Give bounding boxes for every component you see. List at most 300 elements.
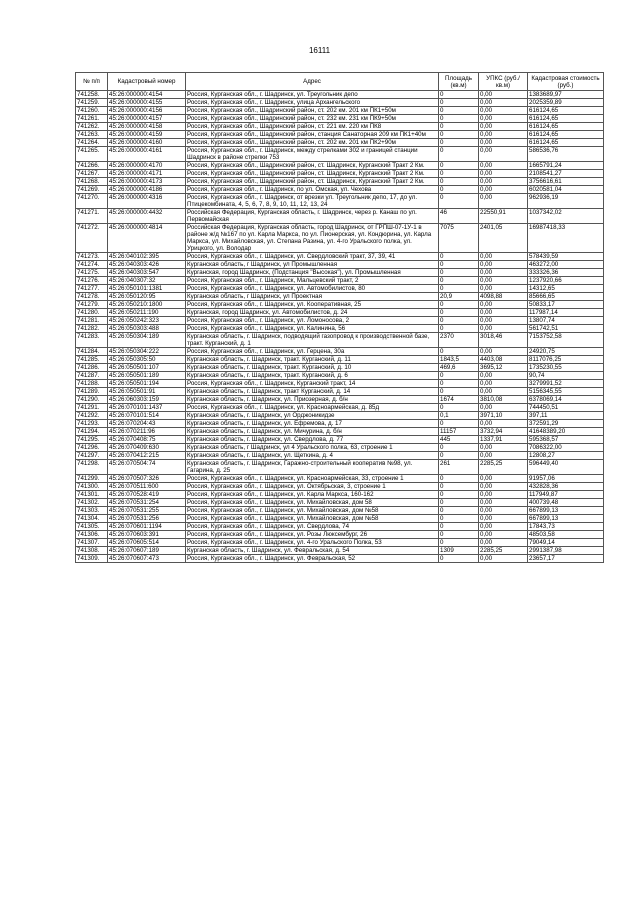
cell-cadastral-value: 24920,75 — [528, 348, 604, 356]
cell-number: 741285. — [76, 356, 108, 364]
cell-address: Курганская область, г. Шадринск, тракт. Курганский, д. 10 — [186, 364, 439, 372]
cell-cadastral-number: 45:26:000000:4170 — [108, 162, 186, 170]
cell-cadastral-number: 45:26:070412:215 — [108, 452, 186, 460]
cell-address: Курганская область, г. Шадринск, ул. Свердлова, д. 77 — [186, 436, 439, 444]
cell-cadastral-number: 45:26:050305:50 — [108, 356, 186, 364]
cell-upks: 0,00 — [479, 491, 528, 499]
table-row — [76, 483, 604, 491]
cell-cadastral-value: 1735230,55 — [528, 364, 604, 372]
cell-cadastral-value: 561742,51 — [528, 325, 604, 333]
cell-area: 0 — [439, 194, 479, 209]
cell-area: 0 — [439, 348, 479, 356]
cell-area: 0 — [439, 253, 479, 261]
cell-area: 0 — [439, 507, 479, 515]
cell-cadastral-number: 45:26:070605:514 — [108, 539, 186, 547]
cell-upks: 0,00 — [479, 186, 528, 194]
cell-cadastral-value: 397,11 — [528, 412, 604, 420]
table-row — [76, 475, 604, 483]
cell-address: Россия, Курганская обл., г. Шадринск, ул. Калинина, 56 — [186, 325, 439, 333]
cell-number: 741260. — [76, 107, 108, 115]
cell-cadastral-number: 45:26:070528:419 — [108, 491, 186, 499]
cell-number: 741305. — [76, 523, 108, 531]
table-row — [76, 194, 604, 209]
cell-cadastral-number: 45:26:040102:395 — [108, 253, 186, 261]
cell-number: 741275. — [76, 269, 108, 277]
cell-area: 1843,5 — [439, 356, 479, 364]
table-row — [76, 507, 604, 515]
cell-address: Россия, Курганская обл., г. Шадринск, ул. Карла Маркса, 160-162 — [186, 491, 439, 499]
cell-area: 0 — [439, 123, 479, 131]
cell-upks: 0,00 — [479, 388, 528, 396]
cell-address: Курганская область, г. Шадринск, ул. Приозерная, д. б/н — [186, 396, 439, 404]
table-row — [76, 539, 604, 547]
cell-cadastral-number: 45:26:000000:4155 — [108, 99, 186, 107]
table-header — [76, 73, 604, 91]
table-row — [76, 147, 604, 162]
cell-area: 11157 — [439, 428, 479, 436]
cell-cadastral-number: 45:26:050211:190 — [108, 309, 186, 317]
cell-upks: 4098,88 — [479, 293, 528, 301]
cell-number: 741297. — [76, 452, 108, 460]
cell-number: 741282. — [76, 325, 108, 333]
cell-number: 741272. — [76, 224, 108, 253]
cell-address: Курганская область, г Шадринск, ул Промышленная — [186, 261, 439, 269]
cell-cadastral-value: 2108541,27 — [528, 170, 604, 178]
cell-cadastral-value: 7086322,00 — [528, 444, 604, 452]
cell-cadastral-number: 45:26:070204:43 — [108, 420, 186, 428]
cell-cadastral-value: 23657,17 — [528, 555, 604, 563]
cell-area: 0 — [439, 523, 479, 531]
cell-cadastral-value: 744450,51 — [528, 404, 604, 412]
cell-cadastral-number: 45:26:050304:222 — [108, 348, 186, 356]
cell-number: 741309. — [76, 555, 108, 563]
cell-address: Курганская область, г. Шадринск, ул Орджоникидзе — [186, 412, 439, 420]
table-row — [76, 186, 604, 194]
cell-upks: 3695,12 — [479, 364, 528, 372]
cell-upks: 3018,46 — [479, 333, 528, 348]
cell-area: 0 — [439, 372, 479, 380]
table-row — [76, 209, 604, 224]
table-row — [76, 162, 604, 170]
cell-number: 741298. — [76, 460, 108, 475]
cell-cadastral-value: 3756616,61 — [528, 178, 604, 186]
cell-cadastral-value: 2025359,89 — [528, 99, 604, 107]
cell-upks: 0,00 — [479, 531, 528, 539]
table-row — [76, 325, 604, 333]
cell-upks: 0,00 — [479, 269, 528, 277]
cell-area: 0 — [439, 91, 479, 99]
table-row — [76, 139, 604, 147]
cell-address: Россия, Курганская обл., г. Шадринск, ул. Красноармейская, 33, строение 1 — [186, 475, 439, 483]
cell-number: 741301. — [76, 491, 108, 499]
cell-address: Россия, Курганская обл., г. Шадринск, ул. Герцена, 30а — [186, 348, 439, 356]
cell-address: Россия, Курганская обл., Шадринский район, станция Санаторная 209 км ПК1+40м — [186, 131, 439, 139]
table-row — [76, 293, 604, 301]
cell-number: 741289. — [76, 388, 108, 396]
cell-number: 741292. — [76, 412, 108, 420]
cell-cadastral-value: 3279991,52 — [528, 380, 604, 388]
cell-upks: 0,00 — [479, 499, 528, 507]
cell-cadastral-value: 432828,36 — [528, 483, 604, 491]
cell-upks: 0,00 — [479, 309, 528, 317]
cell-cadastral-number: 45:26:000000:4173 — [108, 178, 186, 186]
table-row — [76, 99, 604, 107]
cell-number: 741263. — [76, 131, 108, 139]
cell-upks: 2285,25 — [479, 547, 528, 555]
cell-cadastral-number: 45:26:070101:1437 — [108, 404, 186, 412]
cell-address: Курганская, город Шадринск, ул. Автомобилистов, д. 24 — [186, 309, 439, 317]
cell-cadastral-value: 1037342,02 — [528, 209, 604, 224]
cell-cadastral-value: 14312,65 — [528, 285, 604, 293]
cell-upks: 0,00 — [479, 194, 528, 209]
cell-address: Россия, Курганская обл., Шадринский район, ст. Шадринск, Курганский Тракт 2 Км. — [186, 162, 439, 170]
cell-address: Курганская область, г. Шадринск, тракт. Курганский, д. 11 — [186, 356, 439, 364]
cell-upks: 0,00 — [479, 285, 528, 293]
table-row — [76, 364, 604, 372]
cell-area: 0 — [439, 452, 479, 460]
table-row — [76, 444, 604, 452]
cell-area: 0 — [439, 515, 479, 523]
cell-cadastral-number: 45:26:000000:4814 — [108, 224, 186, 253]
table-row — [76, 436, 604, 444]
cell-cadastral-number: 45:26:000000:4316 — [108, 194, 186, 209]
cell-cadastral-number: 45:26:050101:1381 — [108, 285, 186, 293]
table-row — [76, 348, 604, 356]
cell-cadastral-number: 45:26:000000:4159 — [108, 131, 186, 139]
cell-cadastral-number: 45:26:070507:326 — [108, 475, 186, 483]
table-row — [76, 261, 604, 269]
cell-address: Россия, Курганская обл., г. Шадринск, Мальцевский тракт, 2 — [186, 277, 439, 285]
cell-cadastral-value: 6378069,14 — [528, 396, 604, 404]
cell-upks: 0,00 — [479, 123, 528, 131]
cell-upks: 0,00 — [479, 91, 528, 99]
cell-cadastral-value: 596449,40 — [528, 460, 604, 475]
table-row — [76, 91, 604, 99]
cell-address: Россия, Курганская обл., г. Шадринск, ул. Михайловская, дом №58 — [186, 507, 439, 515]
header-upks: УПКС (руб./кв.м) — [479, 73, 528, 91]
cell-cadastral-number: 45:26:050304:189 — [108, 333, 186, 348]
cell-cadastral-number: 45:26:000000:4160 — [108, 139, 186, 147]
cell-area: 0 — [439, 380, 479, 388]
cell-number: 741271. — [76, 209, 108, 224]
cell-area: 0 — [439, 325, 479, 333]
cell-number: 741265. — [76, 147, 108, 162]
table-row — [76, 356, 604, 364]
cell-upks: 0,00 — [479, 515, 528, 523]
cell-cadastral-value: 616124,65 — [528, 107, 604, 115]
page-number: 16111 — [308, 46, 331, 55]
cell-upks: 22550,91 — [479, 209, 528, 224]
cell-area: 0 — [439, 131, 479, 139]
cell-area: 469,6 — [439, 364, 479, 372]
cell-cadastral-number: 45:26:070607:473 — [108, 555, 186, 563]
cell-cadastral-value: 578439,59 — [528, 253, 604, 261]
cell-cadastral-number: 45:26:040303:426 — [108, 261, 186, 269]
cell-upks: 2401,05 — [479, 224, 528, 253]
cell-address: Курганская область, г. Шадринск, ул. Ефремова, д. 17 — [186, 420, 439, 428]
header-cadastral-value: Кадастровая стоимость (руб.) — [528, 73, 604, 91]
cell-number: 741294. — [76, 428, 108, 436]
cell-address: Россия, Курганская обл., г. Шадринск, ул. Михайловская, дом №58 — [186, 515, 439, 523]
cell-cadastral-number: 45:26:000000:4158 — [108, 123, 186, 131]
cell-upks: 0,00 — [479, 277, 528, 285]
table-row — [76, 301, 604, 309]
table-row — [76, 277, 604, 285]
cell-cadastral-value: 1665791,24 — [528, 162, 604, 170]
cell-cadastral-number: 45:26:070531:256 — [108, 515, 186, 523]
cell-upks: 0,00 — [479, 452, 528, 460]
cell-number: 741291. — [76, 404, 108, 412]
cell-number: 741269. — [76, 186, 108, 194]
cell-cadastral-number: 45:26:050303:488 — [108, 325, 186, 333]
cell-cadastral-value: 595368,57 — [528, 436, 604, 444]
cell-number: 741293. — [76, 420, 108, 428]
cell-address: Россия, Курганская обл., г. Шадринск, ул. Октябрьская, 3, строение 1 — [186, 483, 439, 491]
cell-number: 741307. — [76, 539, 108, 547]
table-row — [76, 333, 604, 348]
cell-upks: 0,00 — [479, 444, 528, 452]
cell-cadastral-value: 12808,27 — [528, 452, 604, 460]
cell-upks: 3971,10 — [479, 412, 528, 420]
cell-cadastral-value: 17843,73 — [528, 523, 604, 531]
cell-cadastral-number: 45:26:050501:107 — [108, 364, 186, 372]
cell-upks: 0,00 — [479, 139, 528, 147]
cell-address: Россия, Курганская обл., г. Шадринск, ул. Треугольник депо — [186, 91, 439, 99]
table-row — [76, 131, 604, 139]
table-row — [76, 523, 604, 531]
table-row — [76, 412, 604, 420]
cell-address: Курганская область, г. Шадринск, ул. Февральская, д. 54 — [186, 547, 439, 555]
cell-cadastral-number: 45:26:000000:4154 — [108, 91, 186, 99]
cell-area: 0 — [439, 444, 479, 452]
cell-address: Курганская область, г. Шадринск, тракт. Курганский, д. 6 — [186, 372, 439, 380]
cell-cadastral-number: 45:26:000000:4161 — [108, 147, 186, 162]
cell-cadastral-number: 45:26:050501:91 — [108, 388, 186, 396]
table-row — [76, 388, 604, 396]
cell-address: Россия, Курганская обл., г. Шадринск, ул. Розы Люксембург, 26 — [186, 531, 439, 539]
cell-number: 741259. — [76, 99, 108, 107]
table-row — [76, 515, 604, 523]
cell-upks: 3732,94 — [479, 428, 528, 436]
cell-cadastral-number: 45:26:050501:194 — [108, 380, 186, 388]
cell-cadastral-number: 45:26:000000:4432 — [108, 209, 186, 224]
cell-cadastral-value: 41648389,20 — [528, 428, 604, 436]
table-row — [76, 499, 604, 507]
cell-area: 46 — [439, 209, 479, 224]
cell-upks: 0,00 — [479, 325, 528, 333]
table-row — [76, 285, 604, 293]
cell-upks: 0,00 — [479, 404, 528, 412]
cell-number: 741261. — [76, 115, 108, 123]
cell-area: 0 — [439, 317, 479, 325]
table-row — [76, 452, 604, 460]
cell-cadastral-value: 333326,36 — [528, 269, 604, 277]
cell-number: 741276. — [76, 277, 108, 285]
cell-address: Россия, Курганская обл., Шадринский район, ст. 232 км. 231 км ПК9+50м — [186, 115, 439, 123]
cell-area: 445 — [439, 436, 479, 444]
cell-cadastral-number: 45:26:070504:74 — [108, 460, 186, 475]
cell-number: 741270. — [76, 194, 108, 209]
table-row — [76, 396, 604, 404]
cell-number: 741288. — [76, 380, 108, 388]
cell-upks: 0,00 — [479, 372, 528, 380]
cell-upks: 0,00 — [479, 420, 528, 428]
cell-area: 0 — [439, 388, 479, 396]
cell-address: Российская Федерация, Курганская область, город Шадринск, от ГРПШ-07-1У-1 в районе ж/д №167 по ул. Карла Маркса, по ул. Пионерская, ул. Кондюрина, ул. Карла Маркса, ул. Михайловская, ул. Степана Разина, ул. 4-го Уральского полка, ул. Урицкого, ул. Володар — [186, 224, 439, 253]
cell-cadastral-value: 400739,48 — [528, 499, 604, 507]
cell-address: Россия, Курганская обл., г. Шадринск, ул. Свердлова, 74 — [186, 523, 439, 531]
cell-address: Курганская область, г Шадринск, ул 4 Уральского полка, 63, строение 1 — [186, 444, 439, 452]
cell-cadastral-value: 117987,14 — [528, 309, 604, 317]
cell-number: 741262. — [76, 123, 108, 131]
cell-area: 0 — [439, 404, 479, 412]
cell-number: 741281. — [76, 317, 108, 325]
cell-cadastral-value: 372591,29 — [528, 420, 604, 428]
cell-cadastral-number: 45:26:070408:75 — [108, 436, 186, 444]
cell-upks: 4403,08 — [479, 356, 528, 364]
cell-area: 20,9 — [439, 293, 479, 301]
cell-address: Россия, Курганская обл., г. Шадринск, ул. Свердловский тракт, 37, 39, 41 — [186, 253, 439, 261]
cell-area: 0 — [439, 420, 479, 428]
cell-address: Россия, Курганская обл., г. Шадринск, ул. Красноармейская, д. 85д — [186, 404, 439, 412]
cell-area: 7075 — [439, 224, 479, 253]
cadastral-table — [75, 72, 604, 563]
cell-cadastral-value: 616124,65 — [528, 131, 604, 139]
cell-area: 0 — [439, 499, 479, 507]
cell-number: 741280. — [76, 309, 108, 317]
table-row — [76, 420, 604, 428]
cell-cadastral-value: 667899,13 — [528, 507, 604, 515]
cell-upks: 0,00 — [479, 162, 528, 170]
cell-cadastral-number: 45:26:000000:4186 — [108, 186, 186, 194]
cell-cadastral-value: 616124,65 — [528, 123, 604, 131]
cell-upks: 3810,08 — [479, 396, 528, 404]
table-row — [76, 547, 604, 555]
header-number: № п/п — [76, 73, 108, 91]
cell-upks: 0,00 — [479, 115, 528, 123]
cell-address: Курганская область, г. Шадринск, подводящий газопровод к производственной базе, тракт. Курганский, д. 1 — [186, 333, 439, 348]
cell-address: Россия, Курганская обл., г. Шадринск, ул. Автомобилистов, 80 — [186, 285, 439, 293]
cell-upks: 0,00 — [479, 99, 528, 107]
cell-address: Россия, Курганская обл., г. Шадринск, ул. Ломоносова, 2 — [186, 317, 439, 325]
table-body — [76, 91, 604, 563]
cell-cadastral-value: 1383689,97 — [528, 91, 604, 99]
cell-number: 741306. — [76, 531, 108, 539]
cell-number: 741290. — [76, 396, 108, 404]
cell-area: 0 — [439, 531, 479, 539]
cell-cadastral-value: 6020581,04 — [528, 186, 604, 194]
cell-number: 741295. — [76, 436, 108, 444]
cell-number: 741296. — [76, 444, 108, 452]
cell-address: Курганская область, г. Шадринск, Гаражно-строительный кооператив №98, ул. Гагарина, д. 25 — [186, 460, 439, 475]
cell-upks: 0,00 — [479, 147, 528, 162]
cell-number: 741279. — [76, 301, 108, 309]
cell-number: 741283. — [76, 333, 108, 348]
table-row — [76, 317, 604, 325]
table-row — [76, 372, 604, 380]
cell-address: Россия, Курганская обл., г. Шадринск, ул. Кооперативная, 25 — [186, 301, 439, 309]
cell-address: Курганская область, г. Шадринск, ул. Мичурина, д. б/н — [186, 428, 439, 436]
cell-number: 741274. — [76, 261, 108, 269]
table-row — [76, 404, 604, 412]
cell-address: Россия, Курганская обл., г. Шадринск, ул. Михайловская, дом 58 — [186, 499, 439, 507]
cell-area: 0 — [439, 483, 479, 491]
cell-cadastral-value: 50833,17 — [528, 301, 604, 309]
cell-address: Курганская область, г Шадринск, ул Проектная — [186, 293, 439, 301]
cell-upks: 0,00 — [479, 523, 528, 531]
cell-upks: 0,00 — [479, 317, 528, 325]
cell-number: 741284. — [76, 348, 108, 356]
cell-area: 0 — [439, 139, 479, 147]
cell-upks: 2285,25 — [479, 460, 528, 475]
cell-area: 0,1 — [439, 412, 479, 420]
cell-area: 0 — [439, 269, 479, 277]
cell-area: 0 — [439, 99, 479, 107]
cell-address: Россия, Курганская обл., г. Шадринск, по ул. Омская, ул. Чехова — [186, 186, 439, 194]
cell-number: 741308. — [76, 547, 108, 555]
header-address: Адрес — [186, 73, 439, 91]
cell-cadastral-value: 962936,19 — [528, 194, 604, 209]
cell-upks: 1337,91 — [479, 436, 528, 444]
cell-number: 741273. — [76, 253, 108, 261]
cell-cadastral-value: 5156345,55 — [528, 388, 604, 396]
cell-number: 741300. — [76, 483, 108, 491]
header-area: Площадь (кв.м) — [439, 73, 479, 91]
cell-number: 741267. — [76, 170, 108, 178]
cell-cadastral-number: 45:26:070601:1194 — [108, 523, 186, 531]
table-row — [76, 224, 604, 253]
cell-area: 1674 — [439, 396, 479, 404]
cell-cadastral-value: 8117076,25 — [528, 356, 604, 364]
cell-number: 741299. — [76, 475, 108, 483]
cell-address: Россия, Курганская обл., Шадринский район, ст. 221 км. 220 км ПК8 — [186, 123, 439, 131]
cell-cadastral-number: 45:26:000000:4157 — [108, 115, 186, 123]
cell-area: 0 — [439, 162, 479, 170]
cell-number: 741266. — [76, 162, 108, 170]
cell-cadastral-number: 45:26:000000:4156 — [108, 107, 186, 115]
cell-number: 741258. — [76, 91, 108, 99]
cell-upks: 0,00 — [479, 539, 528, 547]
table-row — [76, 531, 604, 539]
cell-cadastral-number: 45:26:060303:159 — [108, 396, 186, 404]
cell-upks: 0,00 — [479, 261, 528, 269]
cell-area: 0 — [439, 107, 479, 115]
cell-address: Россия, Курганская обл., г. Шадринск, от врезки ул. Треугольник депо, 17, до ул. Птицекомбината, 4, 5, 6, 7, 8, 9, 10, 11, 12, 13, 24 — [186, 194, 439, 209]
cell-address: Россия, Курганская обл., г. Шадринск, Курганский тракт, 14 — [186, 380, 439, 388]
cell-upks: 0,00 — [479, 131, 528, 139]
cell-cadastral-number: 45:26:070511:600 — [108, 483, 186, 491]
cell-cadastral-number: 45:26:070603:391 — [108, 531, 186, 539]
cell-number: 741287. — [76, 372, 108, 380]
cell-address: Россия, Курганская обл., г. Шадринск, ул. Февральская, 52 — [186, 555, 439, 563]
cell-cadastral-value: 85666,65 — [528, 293, 604, 301]
cell-upks: 0,00 — [479, 483, 528, 491]
table-row — [76, 107, 604, 115]
cell-number: 741264. — [76, 139, 108, 147]
cell-area: 261 — [439, 460, 479, 475]
cell-cadastral-value: 90,74 — [528, 372, 604, 380]
table-row — [76, 170, 604, 178]
table-row — [76, 253, 604, 261]
cell-number: 741302. — [76, 499, 108, 507]
cell-cadastral-value: 463272,00 — [528, 261, 604, 269]
cell-upks: 0,00 — [479, 170, 528, 178]
cell-cadastral-number: 45:26:070211:96 — [108, 428, 186, 436]
table-row — [76, 380, 604, 388]
cell-cadastral-number: 45:26:070531:254 — [108, 499, 186, 507]
cell-number: 741268. — [76, 178, 108, 186]
cell-address: Россия, Курганская обл., Шадринский район, ст. 202 км. 201 км ПК1+50м — [186, 107, 439, 115]
